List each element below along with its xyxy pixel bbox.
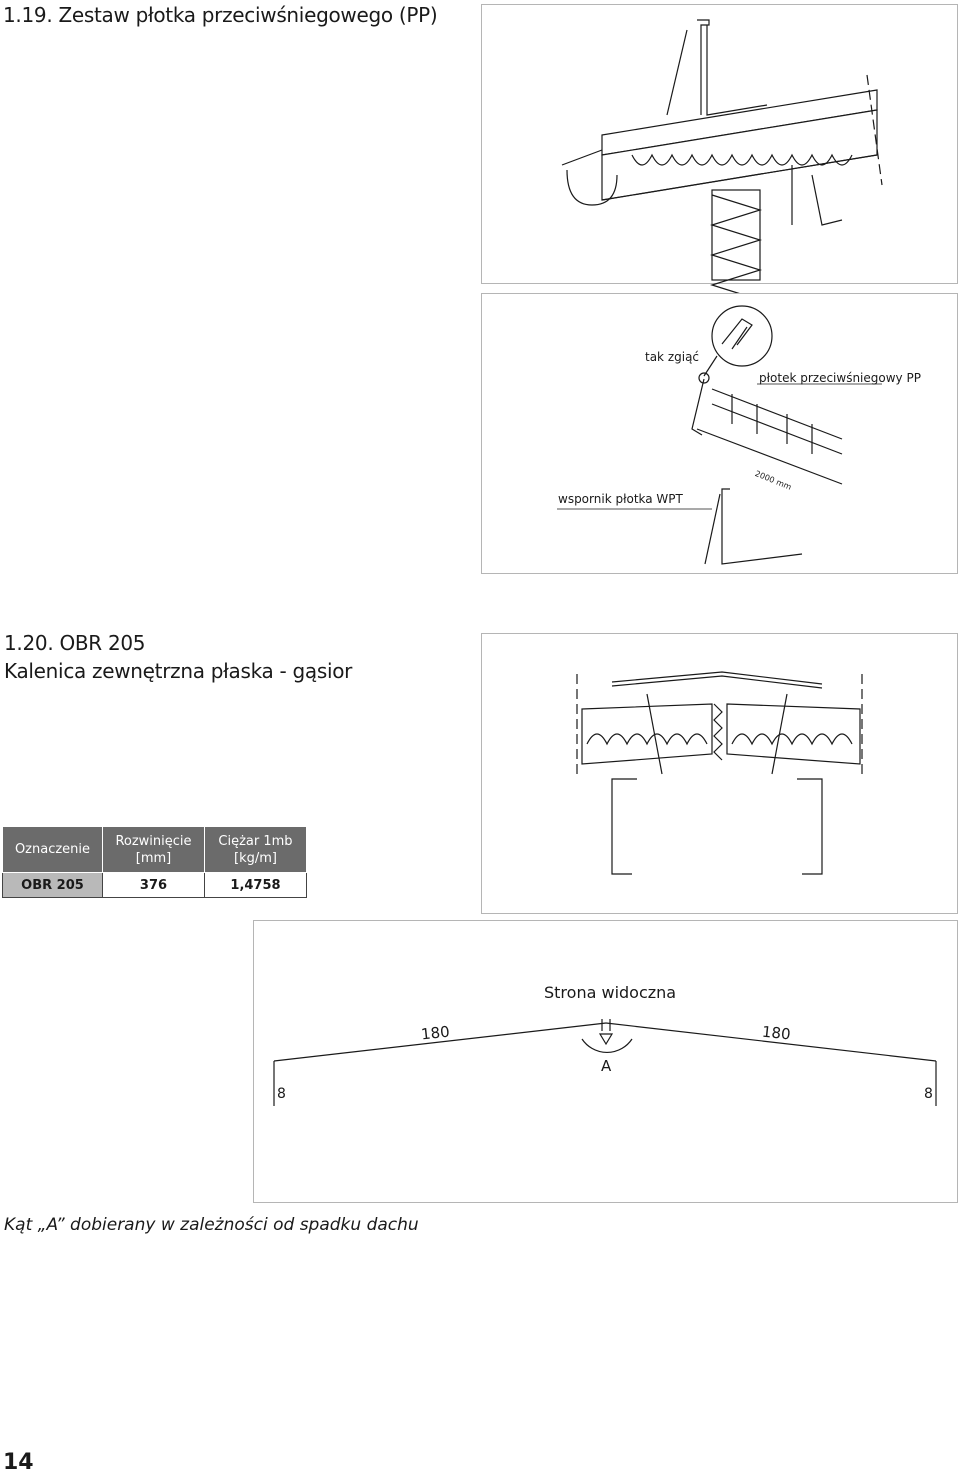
snow-fence-kit-drawing [481, 293, 958, 574]
edge-left-label: 8 [277, 1086, 286, 1102]
footer-note: Kąt „A” dobierany w zależności od spadku dachu [4, 1215, 419, 1235]
bend-label: tak zgiąć [645, 350, 700, 364]
bracket-label: wspornik płotka WPT [558, 492, 683, 506]
spec-table [2, 826, 307, 898]
page-number: 14 [3, 1450, 34, 1475]
header-weight: Ciężar 1mb [kg/m] [205, 827, 307, 873]
length-label: 2000 mm [753, 469, 793, 492]
ridge-section-svg [482, 634, 959, 915]
snow-fence-section-drawing [481, 4, 958, 284]
edge-right-label: 8 [924, 1086, 933, 1102]
ridge-section-drawing [481, 633, 958, 914]
dim-left-label: 180 [420, 1022, 451, 1044]
cell-weight: 1,4758 [205, 873, 307, 898]
table-row [3, 873, 307, 898]
visible-side-label: Strona widoczna [544, 983, 677, 1002]
header-development: Rozwinięcie [mm] [103, 827, 205, 873]
section-1-19-title: 1.19. Zestaw płotka przeciwśniegowego (PP) [3, 3, 438, 27]
snow-fence-kit-svg [482, 294, 959, 575]
fence-label: płotek przeciwśniegowy PP [759, 371, 921, 385]
section-1-20-title: 1.20. OBR 205 [4, 631, 146, 655]
dim-right-label: 180 [761, 1022, 792, 1044]
cell-designation: OBR 205 [3, 873, 103, 898]
profile-drawing [253, 920, 958, 1203]
section-1-20-subtitle: Kalenica zewnętrzna płaska - gąsior [4, 659, 353, 683]
angle-label: A [601, 1057, 612, 1075]
cell-development: 376 [103, 873, 205, 898]
roof-edge-section-svg [482, 5, 959, 285]
header-designation: Oznaczenie [3, 827, 103, 873]
